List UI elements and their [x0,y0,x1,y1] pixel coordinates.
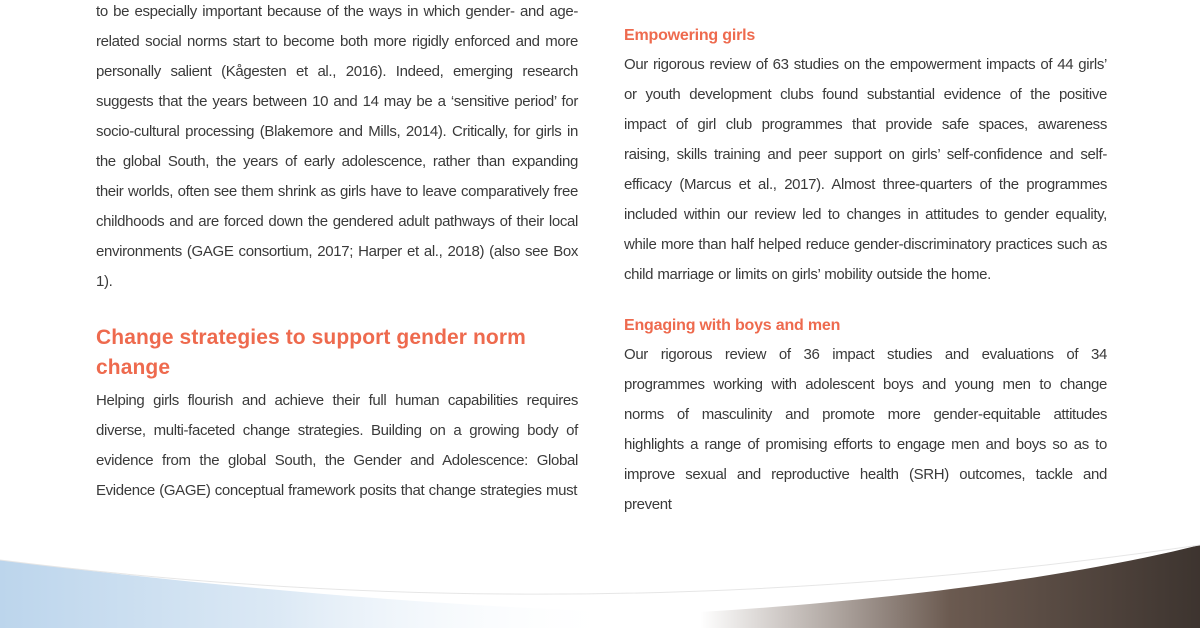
subsection-heading-empowering-girls: Empowering girls [624,27,756,44]
subsection-heading-engaging-boys-men: Engaging with boys and men [624,317,841,334]
empowering-girls-paragraph: Our rigorous review of 63 studies on the empowerment impacts of 44 girls’ or youth development clubs found substantial evidence of the positive impact of girl club programmes that provide safe spaces, awareness raising, skills training and peer support on girls’ self-confidence and self-efficacy (Marcus et al., 2017). Almost three-quarters of the programmes included within our review led to changes in attitudes to gender equality, while more than half helped reduce gender-discriminatory practices such as child marriage or limits on girls’ mobility outside the home. [624,56,1107,283]
left-column [96,0,578,506]
engaging-boys-men-paragraph: Our rigorous review of 36 impact studies and evaluations of 34 programmes working with adolescent boys and young men to change norms of masculinity and promote more gender-equitable attitudes highlights a range of promising efforts to engage men and boys so as to improve sexual and reproductive health (SRH) outcomes, tackle and prevent [624,346,1107,513]
right-column [624,0,1107,520]
section-heading: Change strategies to support gender norm change [96,326,526,379]
section-paragraph: Helping girls flourish and achieve their full human capabilities requires diverse, multi-faceted change strategies. Building on a growing body of evidence from the global South, the Gender and Adolescence: Global Evidence (GAGE) conceptual framework posits that change strategies must [96,392,578,499]
intro-paragraph: to be especially important because of the ways in which gender- and age-related social norms start to become both more rigidly enforced and more personally salient (Kågesten et al., 2016). Indeed, emerging research suggests that the years between 10 and 14 may be a ‘sensitive period’ for socio-cultural processing (Blakemore and Mills, 2014). Critically, for girls in the global South, the years of early adolescence, rather than expanding their worlds, often see them shrink as girls have to leave comparatively free childhoods and are forced down the gendered adult pathways of their local environments (GAGE consortium, 2017; Harper et al., 2018) (also see Box 1). [96,3,578,290]
